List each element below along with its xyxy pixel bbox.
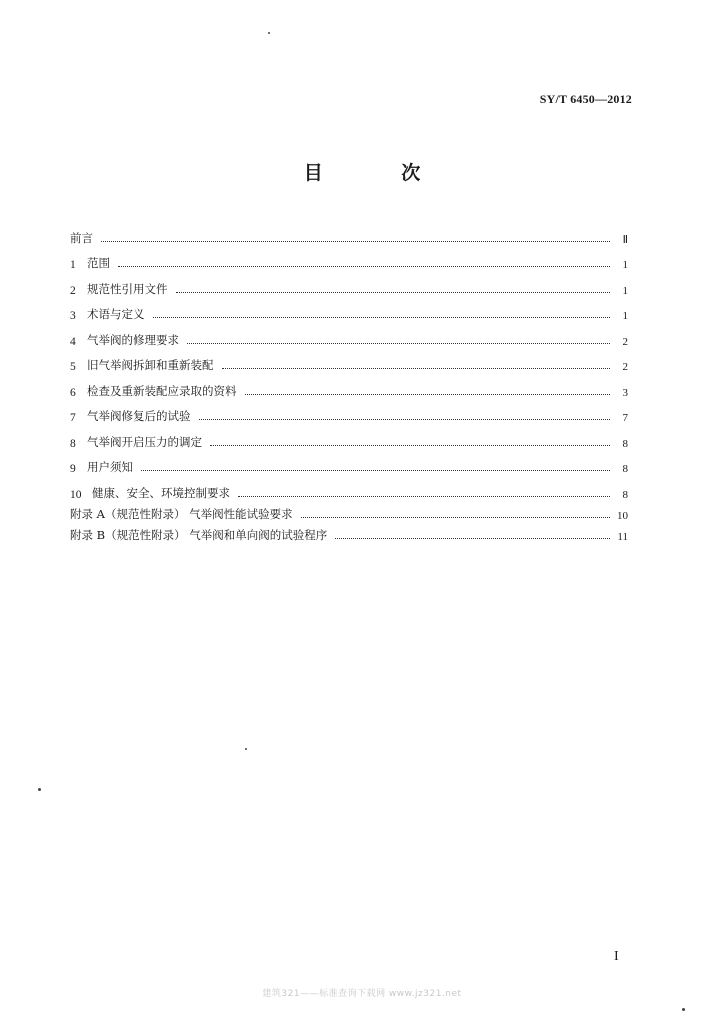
toc-entry-label: 检查及重新装配应录取的资料: [87, 383, 237, 398]
toc-leader: [245, 393, 611, 395]
toc-entry-number: 2: [70, 284, 76, 297]
toc-leader: [141, 469, 610, 471]
toc-entry-page: Ⅱ: [622, 233, 628, 246]
toc-entry-3[interactable]: [70, 297, 628, 323]
toc-leader: [222, 367, 611, 369]
page-number: I: [614, 949, 619, 964]
standard-code: SY/T 6450—2012: [539, 92, 632, 106]
scan-speck: [682, 1008, 685, 1011]
toc-entry-number: 3: [70, 310, 76, 322]
page-title: 目 次: [303, 162, 457, 184]
toc-entry-5[interactable]: [70, 348, 628, 374]
toc-entry-label: 附录 A（规范性附录） 气举阀性能试验要求: [70, 506, 293, 521]
toc-entry-label: 气举阀修复后的试验: [87, 409, 191, 423]
toc-entry-1[interactable]: [70, 246, 628, 272]
table-of-contents: [70, 220, 628, 543]
toc-leader: [238, 495, 610, 497]
toc-entry-8[interactable]: [70, 424, 628, 450]
toc-entry-number: 7: [70, 412, 76, 424]
toc-leader: [118, 265, 610, 267]
toc-entry-label: 健康、安全、环境控制要求: [92, 485, 230, 500]
toc-entry-2[interactable]: [70, 271, 628, 297]
toc-entry-page: 8: [622, 437, 628, 450]
toc-entry-page: 8: [622, 463, 628, 475]
toc-entry-number: 1: [70, 259, 76, 271]
toc-entry-page: 11: [617, 530, 628, 543]
toc-entry-appendix-a[interactable]: [70, 501, 628, 522]
toc-leader: [101, 240, 610, 242]
toc-entry-label: 用户须知: [87, 460, 133, 474]
toc-entry-page: 7: [622, 412, 628, 424]
toc-entry-foreword[interactable]: [70, 220, 628, 246]
toc-entry-6[interactable]: [70, 373, 628, 399]
toc-entry-number: 5: [70, 361, 76, 373]
toc-leader: [301, 516, 610, 518]
scan-speck: [245, 748, 247, 750]
toc-entry-label: 规范性引用文件: [87, 281, 168, 296]
toc-entry-label: 前言: [70, 230, 93, 245]
watermark-text: 建筑321——标准查询下载网 www.jz321.net: [262, 989, 462, 999]
scan-speck: [268, 32, 270, 34]
toc-entry-label: 气举阀开启压力的调定: [87, 434, 202, 449]
toc-entry-label: 气举阀的修理要求: [87, 332, 179, 347]
scan-speck: [38, 788, 41, 791]
toc-entry-page: 1: [622, 259, 628, 271]
toc-entry-page: 3: [622, 386, 628, 399]
toc-entry-appendix-b[interactable]: [70, 522, 628, 543]
toc-entry-9[interactable]: [70, 450, 628, 476]
toc-entry-10[interactable]: [70, 475, 628, 501]
toc-entry-number: 9: [70, 463, 76, 475]
toc-entry-page: 2: [622, 335, 628, 348]
toc-entry-7[interactable]: [70, 399, 628, 425]
toc-entry-label: 旧气举阀拆卸和重新装配: [87, 358, 214, 372]
toc-entry-label: 术语与定义: [87, 307, 145, 321]
toc-entry-page: 1: [622, 284, 628, 297]
toc-entry-4[interactable]: [70, 322, 628, 348]
toc-leader: [199, 418, 611, 420]
toc-entry-number: 10: [70, 488, 82, 501]
toc-entry-label: 范围: [87, 256, 110, 270]
toc-entry-page: 2: [622, 361, 628, 373]
toc-entry-page: 1: [622, 310, 628, 322]
toc-entry-page: 10: [617, 509, 628, 522]
toc-leader: [335, 537, 610, 539]
toc-leader: [153, 316, 611, 318]
toc-leader: [176, 291, 611, 293]
toc-entry-number: 6: [70, 386, 76, 399]
toc-leader: [210, 444, 610, 446]
toc-entry-number: 8: [70, 437, 76, 450]
toc-entry-number: 4: [70, 335, 76, 348]
toc-entry-page: 8: [622, 488, 628, 501]
toc-entry-label: 附录 B（规范性附录） 气举阀和单向阀的试验程序: [70, 527, 328, 542]
toc-leader: [187, 342, 610, 344]
